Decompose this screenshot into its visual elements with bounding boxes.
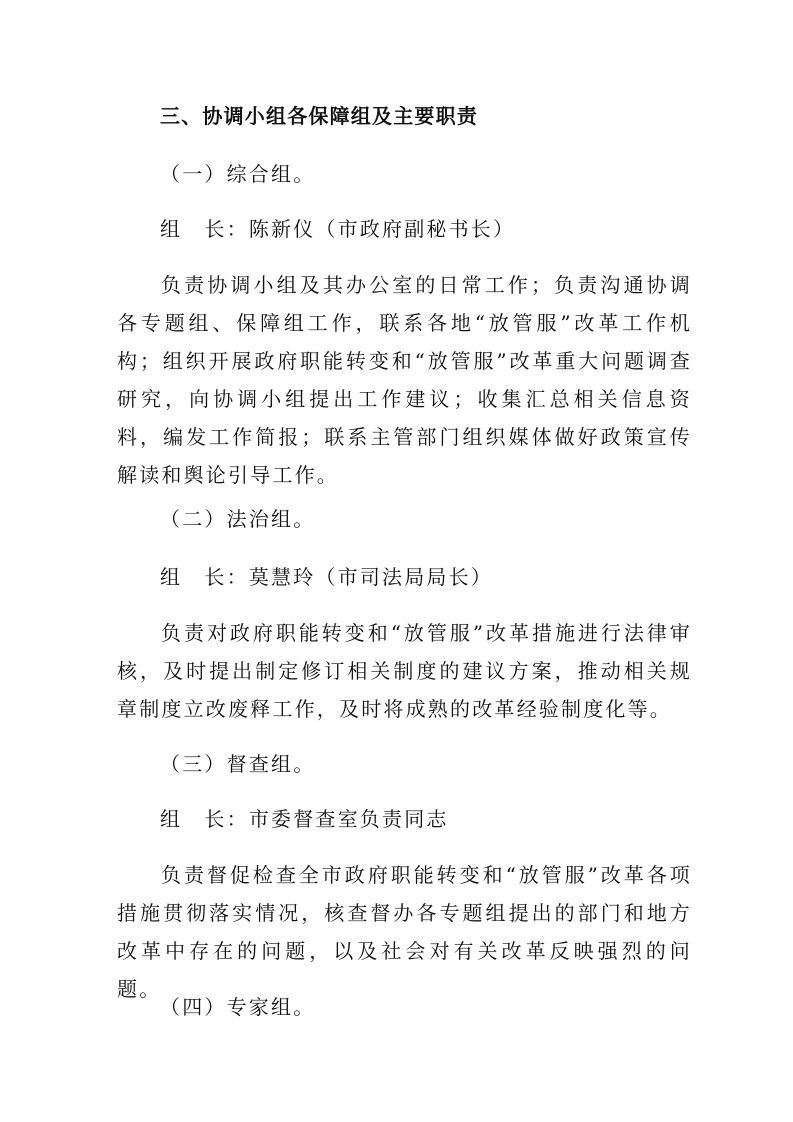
group-leader-line [160,563,493,591]
group-heading: （二）法治组。 [160,507,316,531]
leader-name: 莫慧玲（市司法局局长） [248,565,494,589]
group-heading: （四）专家组。 [160,995,316,1019]
group-duties: 负责督促检查全市政府职能转变和“放管服”改革各项措施贯彻落实情况，核查督办各专题组提出的部门和地方改革中存在的问题，以及社会对有关改革反映强烈的问题。 [117,863,692,1001]
section-title: 三、协调小组各保障组及主要职责 [160,104,478,128]
leader-label: 组 长： [160,807,249,831]
group-heading: （一）综合组。 [160,162,316,186]
group-heading: （三）督查组。 [160,752,316,776]
group-leader-line [160,215,515,243]
group-leader-line [160,805,449,833]
group-duties: 负责对政府职能转变和“放管服”改革措施进行法律审核，及时提出制定修订相关制度的建议方案，推动相关规章制度立改废释工作，及时将成熟的改革经验制度化等。 [117,621,692,721]
group-duties: 负责协调小组及其办公室的日常工作；负责沟通协调各专题组、保障组工作，联系各地“放管服”改革工作机构；组织开展政府职能转变和“放管服”改革重大问题调查研究，向协调小组提出工作建议；收集汇总相关信息资料，编发工作简报；联系主管部门组织媒体做好政策宣传解读和舆论引导工作。 [117,273,692,487]
leader-name: 市委督查室负责同志 [248,807,449,831]
leader-label: 组 长： [160,565,249,589]
leader-name: 陈新仪（市政府副秘书长） [248,217,516,241]
leader-label: 组 长： [160,217,249,241]
